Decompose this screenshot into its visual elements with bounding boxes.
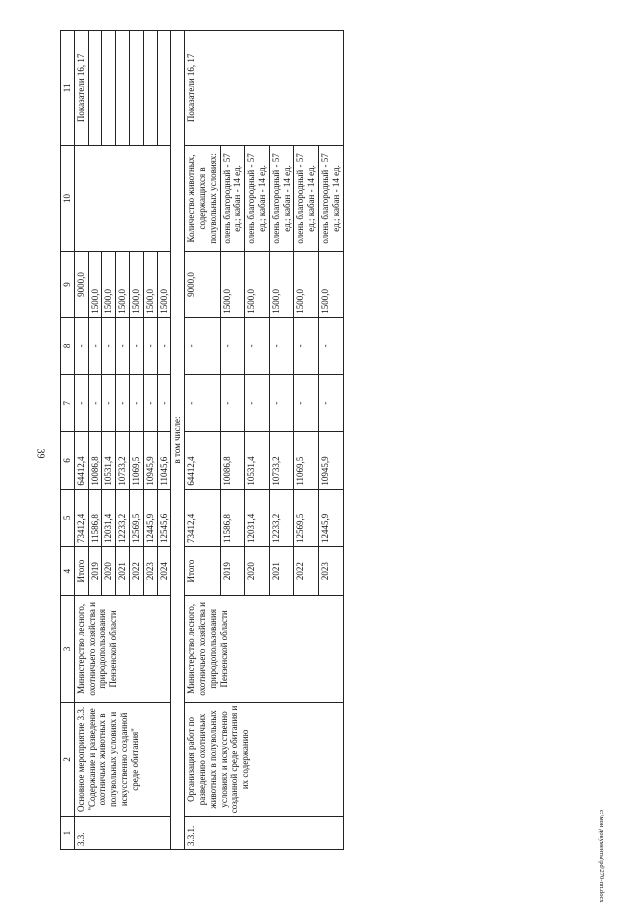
- header-cell: 5: [61, 489, 75, 546]
- value-cell: -: [129, 317, 143, 374]
- value-cell: 12569,5: [129, 489, 143, 546]
- value-cell: 9000,0: [74, 252, 88, 318]
- value-cell: -: [294, 317, 319, 374]
- value-cell: -: [116, 375, 130, 432]
- value-cell: 10945,9: [143, 432, 157, 489]
- year-cell: 2023: [143, 547, 157, 596]
- value-cell: 1500,0: [129, 252, 143, 318]
- indicator-cell: [129, 31, 143, 146]
- header-cell: 9: [61, 252, 75, 318]
- year-cell: 2024: [157, 547, 171, 596]
- indicator-cell: [157, 31, 171, 146]
- value-cell: -: [220, 375, 245, 432]
- value-cell: -: [88, 317, 102, 374]
- table-row: [185, 31, 220, 850]
- indicator-cell: [102, 31, 116, 146]
- year-cell: 2020: [245, 547, 270, 596]
- indicator-cell: Показатели 16, 17: [74, 31, 88, 146]
- value-cell: -: [318, 317, 343, 374]
- result-cell: олень благородный - 57 ед.; кабан - 14 ед.: [318, 145, 343, 251]
- value-cell: 1500,0: [102, 252, 116, 318]
- value-cell: 10733,2: [269, 432, 294, 489]
- value-cell: -: [269, 317, 294, 374]
- executor: Министерство лесного, охотничьего хозяйства и природопользования Пензенской области: [74, 596, 171, 702]
- row-code: 3.3.1.: [185, 817, 343, 850]
- page-number: 39: [34, 448, 46, 459]
- value-cell: -: [102, 317, 116, 374]
- result-cell: олень благородный - 57 ед.; кабан - 14 ед.: [245, 145, 270, 251]
- measure-name: Организация работ по разведению охотничьих животных в полувольных условиях и искусственно созданной среде обитания и их содержанию: [185, 702, 343, 817]
- value-cell: 1500,0: [245, 252, 270, 318]
- value-cell: 10531,4: [245, 432, 270, 489]
- value-cell: 11069,5: [129, 432, 143, 489]
- header-cell: 7: [61, 375, 75, 432]
- value-cell: -: [116, 317, 130, 374]
- year-cell: Итого: [74, 547, 88, 596]
- indicator-cell: [116, 31, 130, 146]
- value-cell: 11586,8: [88, 489, 102, 546]
- result-cell: Количество животных, содержащихся в полувольных условиях:: [185, 145, 220, 251]
- executor: Министерство лесного, охотничьего хозяйства и природопользования Пензенской области: [185, 596, 343, 702]
- value-cell: -: [74, 317, 88, 374]
- row-code: 3.3.: [74, 817, 171, 850]
- header-cell: 3: [61, 596, 75, 702]
- value-cell: 10086,8: [88, 432, 102, 489]
- value-cell: -: [294, 375, 319, 432]
- including-label: в том числе:: [171, 31, 185, 850]
- value-cell: 12569,5: [294, 489, 319, 546]
- value-cell: 12031,4: [245, 489, 270, 546]
- value-cell: 1500,0: [294, 252, 319, 318]
- year-cell: 2022: [129, 547, 143, 596]
- header-cell: 2: [61, 702, 75, 817]
- value-cell: -: [143, 375, 157, 432]
- value-cell: 1500,0: [269, 252, 294, 318]
- value-cell: -: [318, 375, 343, 432]
- value-cell: -: [245, 375, 270, 432]
- year-cell: 2019: [88, 547, 102, 596]
- value-cell: 73412,4: [185, 489, 220, 546]
- value-cell: 11069,5: [294, 432, 319, 489]
- header-cell: 11: [61, 31, 75, 146]
- indicator-cell: [143, 31, 157, 146]
- result-cell: олень благородный - 57 ед.; кабан - 14 ед.: [269, 145, 294, 251]
- rotated-table-page: [60, 30, 620, 850]
- value-cell: -: [220, 317, 245, 374]
- value-cell: -: [74, 375, 88, 432]
- indicator-cell: Показатели 16, 17: [185, 31, 343, 146]
- value-cell: 73412,4: [74, 489, 88, 546]
- year-cell: 2022: [294, 547, 319, 596]
- value-cell: 1500,0: [143, 252, 157, 318]
- value-cell: 9000,0: [185, 252, 220, 318]
- result-cell: олень благородный - 57 ед.; кабан - 14 ед.: [220, 145, 245, 251]
- including-row: [171, 31, 185, 850]
- table-row: [74, 31, 88, 850]
- result-cell: олень благородный - 57 ед.; кабан - 14 ед.: [294, 145, 319, 251]
- value-cell: 64412,4: [185, 432, 220, 489]
- header-row: [61, 31, 75, 850]
- value-cell: 12233,2: [269, 489, 294, 546]
- value-cell: 10945,9: [318, 432, 343, 489]
- year-cell: 2021: [269, 547, 294, 596]
- footer-file-path: c:\мои документы\pd\270-пп.docx: [598, 810, 605, 903]
- value-cell: 10086,8: [220, 432, 245, 489]
- value-cell: 12545,6: [157, 489, 171, 546]
- indicator-cell: [88, 31, 102, 146]
- value-cell: 12031,4: [102, 489, 116, 546]
- value-cell: -: [185, 375, 220, 432]
- value-cell: 1500,0: [157, 252, 171, 318]
- value-cell: -: [245, 317, 270, 374]
- value-cell: 12445,9: [318, 489, 343, 546]
- value-cell: 1500,0: [318, 252, 343, 318]
- value-cell: 10531,4: [102, 432, 116, 489]
- value-cell: 12233,2: [116, 489, 130, 546]
- header-cell: 6: [61, 432, 75, 489]
- value-cell: -: [102, 375, 116, 432]
- result-cell: [74, 145, 171, 251]
- value-cell: 64412,4: [74, 432, 88, 489]
- year-cell: 2021: [116, 547, 130, 596]
- value-cell: 12445,9: [143, 489, 157, 546]
- value-cell: 1500,0: [88, 252, 102, 318]
- value-cell: 11045,6: [157, 432, 171, 489]
- value-cell: -: [157, 375, 171, 432]
- header-cell: 1: [61, 817, 75, 850]
- program-table: [60, 30, 344, 850]
- header-cell: 4: [61, 547, 75, 596]
- value-cell: 10733,2: [116, 432, 130, 489]
- header-cell: 8: [61, 317, 75, 374]
- value-cell: -: [157, 317, 171, 374]
- value-cell: 1500,0: [220, 252, 245, 318]
- header-cell: 10: [61, 145, 75, 251]
- year-cell: Итого: [185, 547, 220, 596]
- value-cell: -: [129, 375, 143, 432]
- value-cell: -: [143, 317, 157, 374]
- value-cell: 1500,0: [116, 252, 130, 318]
- value-cell: -: [88, 375, 102, 432]
- measure-name: Основное мероприятие 3.3. "Содержание и разведение охотничьих животных в полувольных условиях и искусственно созданной среде обитания": [74, 702, 171, 817]
- year-cell: 2019: [220, 547, 245, 596]
- value-cell: -: [269, 375, 294, 432]
- year-cell: 2020: [102, 547, 116, 596]
- value-cell: 11586,8: [220, 489, 245, 546]
- year-cell: 2023: [318, 547, 343, 596]
- value-cell: -: [185, 317, 220, 374]
